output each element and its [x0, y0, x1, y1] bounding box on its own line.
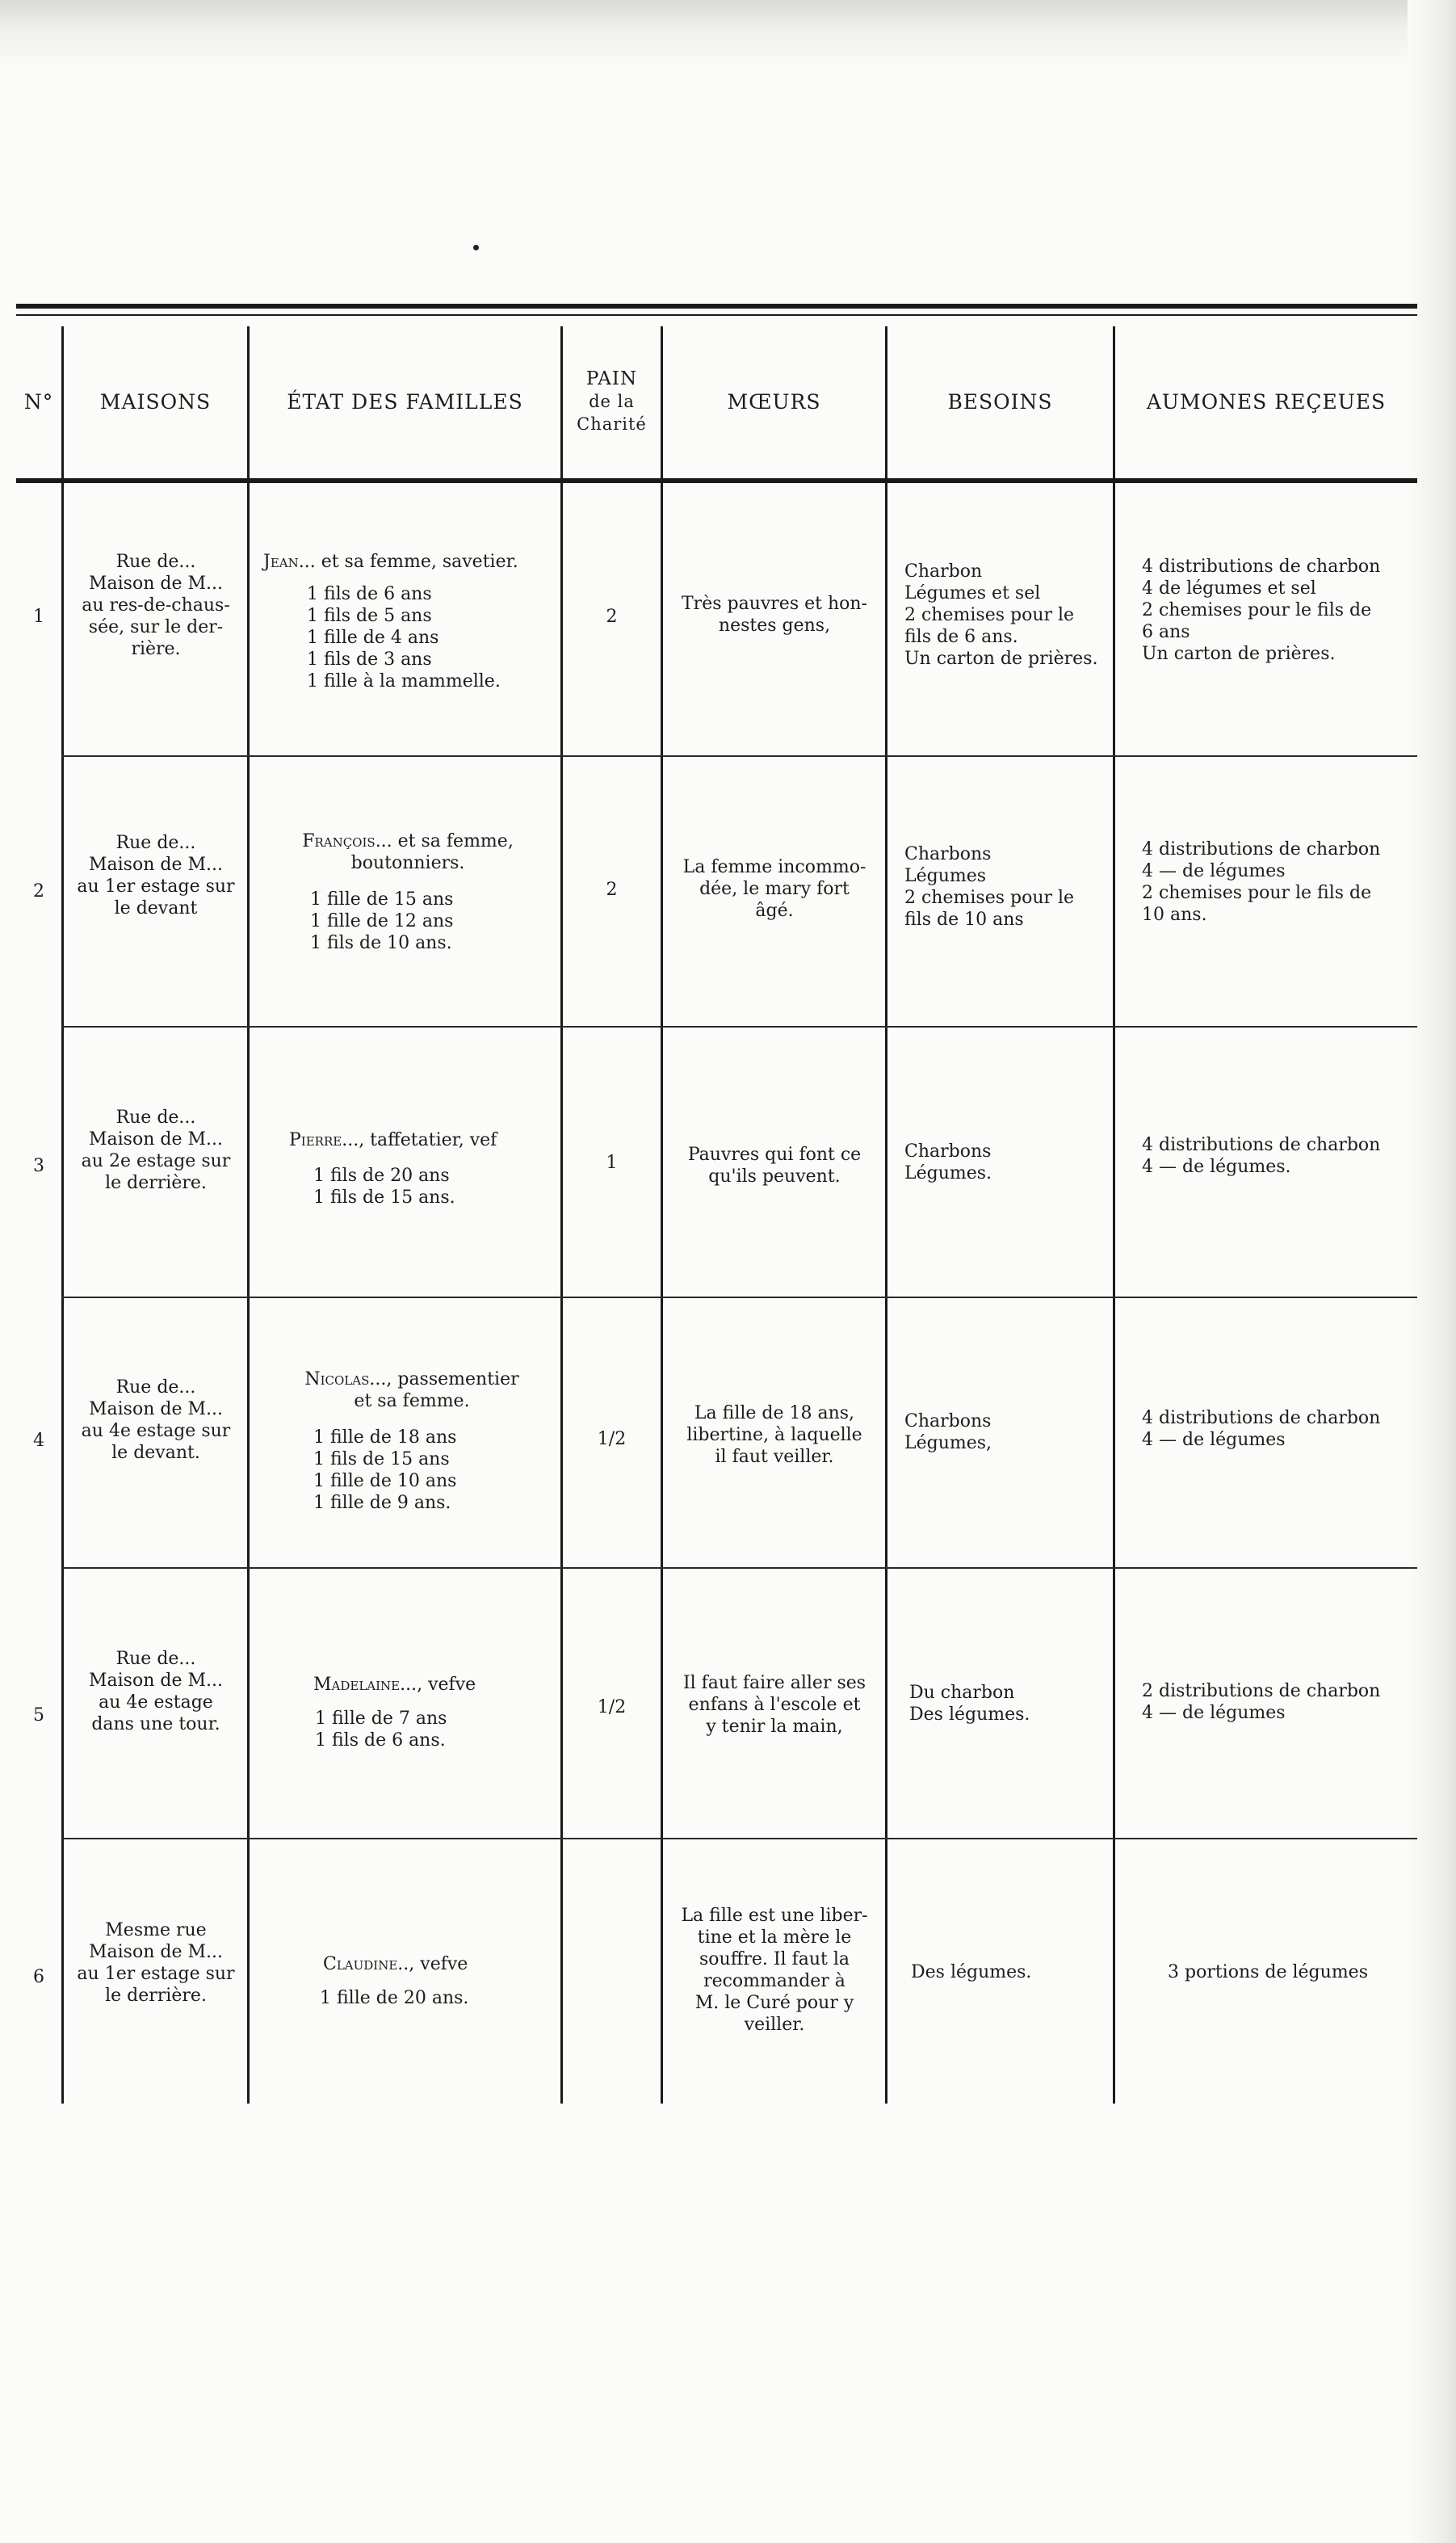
row-number: 6 — [33, 1967, 44, 1987]
scan-noise-top — [0, 0, 1456, 73]
aumones-cell: 4 distributions de charbon 4 — de légumes. — [1142, 1135, 1381, 1177]
family-head — [258, 830, 557, 874]
pain-value: 1/2 — [597, 1697, 627, 1717]
besoins-cell: Charbons Légumes, — [904, 1411, 992, 1453]
family-head-rest: .., vefve — [397, 1954, 468, 1974]
family-head-name: François — [302, 831, 376, 851]
row-number: 1 — [33, 607, 44, 627]
moeurs-cell: Il faut faire aller ses enfans à l'escole et y tenir la main, — [682, 1673, 866, 1737]
row-number: 3 — [33, 1156, 44, 1176]
family-children: 1 fils de 20 ans 1 fils de 15 ans. — [313, 1166, 455, 1208]
family-head-name: Jean — [263, 552, 299, 572]
besoins-cell: Des légumes. — [911, 1962, 1032, 1982]
column-divider — [247, 326, 250, 2104]
row-separator — [61, 1297, 1417, 1298]
column-divider — [560, 326, 563, 2104]
besoins-cell: Charbon Légumes et sel 2 chemises pour le fils de 6 ans. Un carton de prières. — [904, 561, 1098, 669]
family-children: 1 fille de 18 ans 1 fils de 15 ans 1 fille de 10 ans 1 fille de 9 ans. — [313, 1427, 457, 1513]
header-pain-line2: de la — [589, 392, 635, 411]
row-number: 2 — [33, 881, 44, 902]
top-rule-thick — [16, 304, 1417, 309]
family-children: 1 fille de 7 ans 1 fils de 6 ans. — [315, 1709, 447, 1751]
header-rule — [16, 478, 1417, 483]
family-head — [263, 551, 554, 573]
aumones-cell: 2 distributions de charbon 4 — de légumes — [1142, 1681, 1381, 1723]
header-besoins: BESOINS — [947, 389, 1053, 414]
family-head-rest: ..., vefve — [400, 1675, 476, 1695]
moeurs-cell: Très pauvres et hon- nestes gens, — [682, 594, 867, 636]
header-maisons: MAISONS — [99, 389, 212, 414]
family-head-name: Pierre — [289, 1130, 342, 1150]
header-pain — [563, 326, 661, 477]
family-head-rest: ..., passementier et sa femme. — [354, 1369, 519, 1411]
moeurs-cell: La fille de 18 ans, libertine, à laquelle il faut veiller. — [686, 1403, 862, 1467]
aumones-cell: 4 distributions de charbon 4 — de légumes — [1142, 1408, 1381, 1450]
header-pain-line1: PAIN — [585, 368, 638, 389]
header-aumones: AUMONES REÇEUES — [1146, 389, 1387, 414]
family-head-rest: ... et sa femme, boutonniers. — [350, 831, 514, 873]
besoins-cell: Charbons Légumes. — [904, 1141, 992, 1183]
family-head-rest: ..., taffetatier, vef — [342, 1130, 497, 1150]
ink-speck — [473, 245, 479, 250]
pain-value: 1/2 — [597, 1429, 627, 1449]
moeurs-cell: Pauvres qui font ce qu'ils peuvent. — [687, 1145, 862, 1187]
maison-cell: Rue de... Maison de M... au 4e estage dans une tour. — [89, 1649, 223, 1734]
family-head-name: Claudine — [323, 1954, 398, 1974]
row-separator — [61, 1567, 1417, 1569]
row-separator — [61, 1026, 1417, 1028]
pain-value: 2 — [606, 607, 618, 627]
column-divider — [661, 326, 663, 2104]
header-pain-line3: Charité — [577, 414, 647, 434]
column-divider — [885, 326, 887, 2104]
pain-value: 2 — [606, 880, 618, 900]
row-number: 4 — [33, 1431, 44, 1451]
maison-cell: Rue de... Maison de M... au 2e estage sur le derrière. — [81, 1108, 231, 1193]
family-head-rest: ... et sa femme, savetier. — [298, 552, 518, 572]
family-head — [313, 1674, 556, 1696]
maison-cell: Rue de... Maison de M... au 4e estage sur le devant. — [81, 1377, 231, 1463]
family-children: 1 fils de 6 ans 1 fils de 5 ans 1 fille de 4 ans 1 fils de 3 ans 1 fille à la mammelle. — [307, 584, 501, 691]
maison-cell: Rue de... Maison de M... au res-de-chaus- sée, sur le der- rière. — [82, 552, 230, 659]
besoins-cell: Charbons Légumes 2 chemises pour le fils de 10 ans — [904, 844, 1075, 930]
column-divider — [1113, 326, 1115, 2104]
maison-cell: Mesme rue Maison de M... au 1er estage sur le derrière. — [77, 1920, 235, 2006]
family-children: 1 fille de 15 ans 1 fille de 12 ans 1 fils de 10 ans. — [310, 889, 454, 953]
family-head-name: Nicolas — [304, 1369, 370, 1389]
family-children: 1 fille de 20 ans. — [320, 1988, 469, 2008]
moeurs-cell: La femme incommo- dée, le mary fort âgé. — [682, 857, 866, 921]
header-etat: ÉTAT DES FAMILLES — [287, 389, 523, 414]
maison-cell: Rue de... Maison de M... au 1er estage sur le devant — [77, 833, 235, 918]
family-head-name: Madelaine — [313, 1675, 401, 1695]
family-head — [266, 1368, 557, 1412]
row-number: 5 — [33, 1705, 44, 1725]
top-rule-thin — [16, 314, 1417, 316]
aumones-cell: 3 portions de légumes — [1168, 1962, 1368, 1982]
aumones-cell: 4 distributions de charbon 4 de légumes et sel 2 chemises pour le fils de 6 ans Un carton de prières. — [1142, 557, 1381, 664]
family-head — [323, 1953, 557, 1975]
aumones-cell: 4 distributions de charbon 4 — de légumes 2 chemises pour le fils de 10 ans. — [1142, 839, 1381, 925]
row-separator — [61, 755, 1417, 757]
moeurs-cell: La fille est une liber- tine et la mère le souffre. Il faut la recommander à M. le Curé pour y veiller. — [681, 1906, 868, 2035]
row-separator — [61, 1838, 1417, 1839]
pain-value: 1 — [606, 1153, 618, 1173]
family-head — [289, 1129, 556, 1151]
header-no: N° — [23, 389, 54, 414]
besoins-cell: Du charbon Des légumes. — [909, 1683, 1030, 1725]
column-divider — [61, 326, 64, 2104]
header-moeurs: MŒURS — [727, 389, 821, 414]
